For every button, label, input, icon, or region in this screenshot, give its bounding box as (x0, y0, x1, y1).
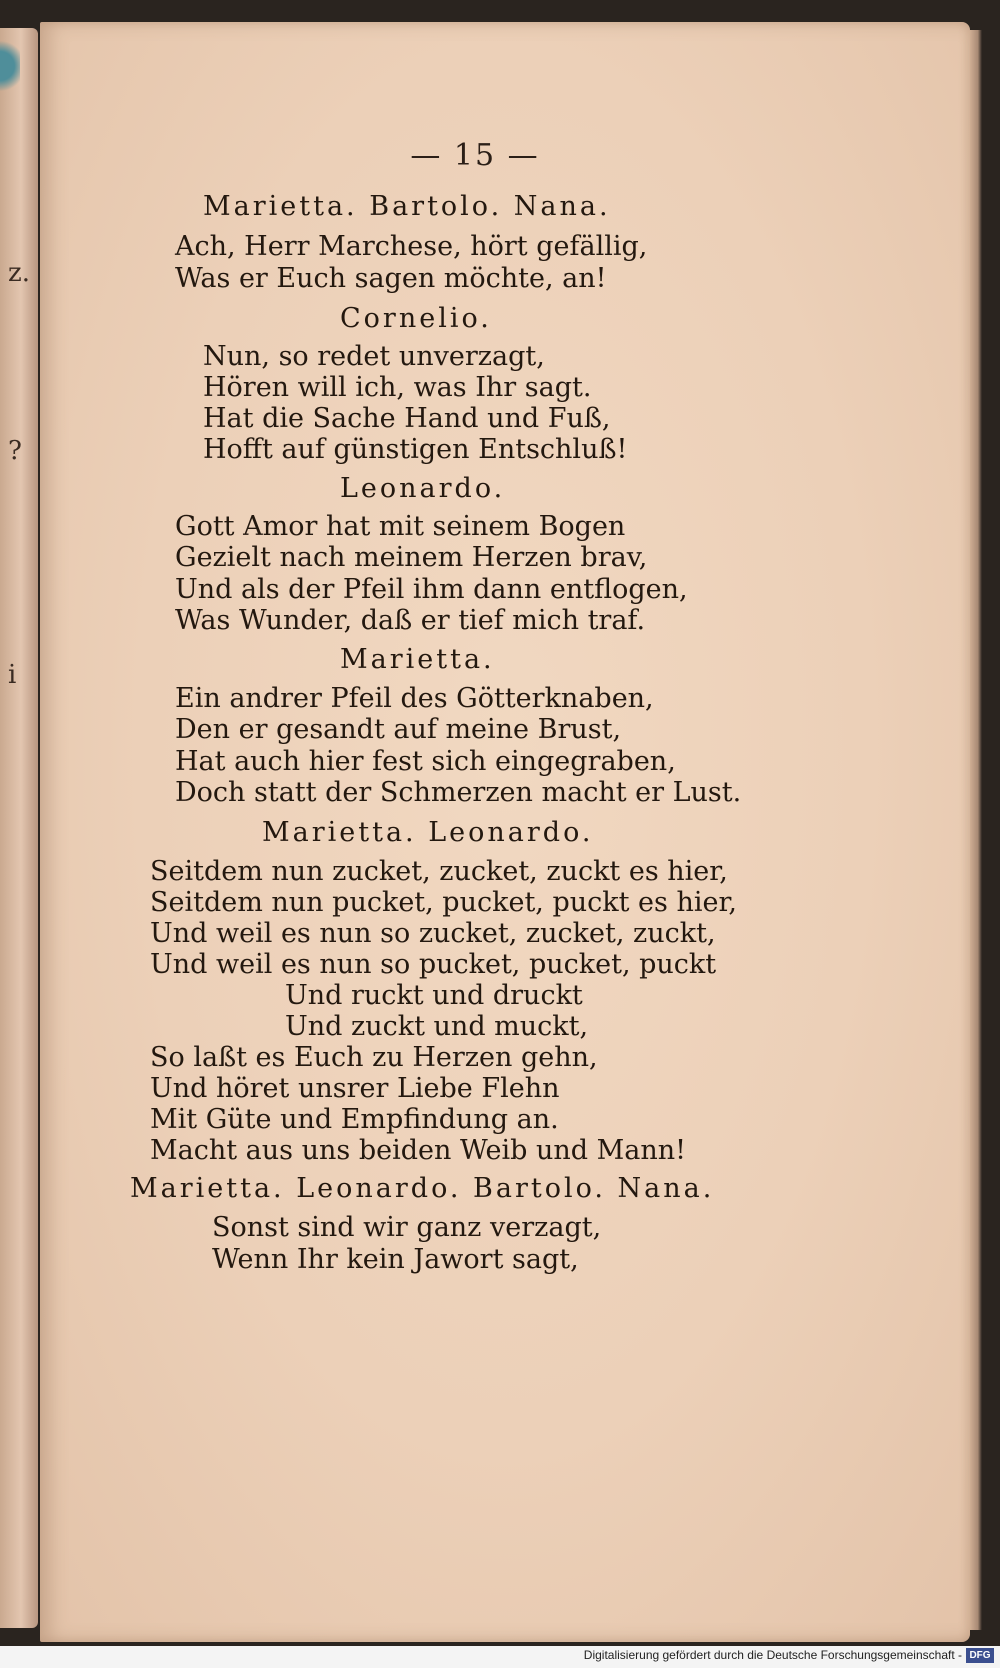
speaker-line: Marietta. Bartolo. Nana. (203, 191, 611, 222)
speaker-line: Leonardo. (340, 473, 506, 504)
verse-line: Und weil es nun so pucket, pucket, puckt (150, 949, 717, 980)
verse-line: Und ruckt und druckt (285, 980, 583, 1011)
verse-line: Und als der Pfeil ihm dann entflogen, (175, 574, 688, 605)
verse-line: Macht aus uns beiden Weib und Mann! (150, 1135, 687, 1166)
verse-line: Hören will ich, was Ihr sagt. (203, 372, 592, 403)
verse-line: Und höret unsrer Liebe Flehn (150, 1073, 560, 1104)
verse-line: Ein andrer Pfeil des Götterknaben, (175, 683, 654, 714)
verse-line: Mit Güte und Empfindung an. (150, 1104, 559, 1135)
right-page-edge (968, 30, 982, 1630)
page-number: — 15 — (410, 138, 540, 173)
verse-line: Doch statt der Schmerzen macht er Lust. (175, 777, 742, 808)
verse-line: Sonst sind wir ganz verzagt, (212, 1212, 602, 1243)
left-page-mark-3: i (8, 660, 17, 690)
verse-line: Und zuckt und muckt, (285, 1011, 589, 1042)
speaker-line: Marietta. Leonardo. Bartolo. Nana. (130, 1173, 715, 1204)
verse-line: Den er gesandt auf meine Brust, (175, 714, 622, 745)
verse-line: Gezielt nach meinem Herzen brav, (175, 542, 648, 573)
verse-line: Wenn Ihr kein Jawort sagt, (212, 1244, 579, 1275)
left-page-stain (0, 36, 20, 96)
book-page (40, 22, 970, 1642)
speaker-line: Marietta. Leonardo. (262, 817, 594, 848)
verse-line: Hat die Sache Hand und Fuß, (203, 403, 611, 434)
left-page-mark-1: z. (8, 258, 30, 288)
verse-line: Und weil es nun so zucket, zucket, zuckt, (150, 918, 716, 949)
speaker-line: Cornelio. (340, 303, 492, 334)
verse-line: Was Wunder, daß er tief mich traf. (175, 605, 646, 636)
verse-line: Nun, so redet unverzagt, (203, 341, 545, 372)
verse-line: Seitdem nun zucket, zucket, zuckt es hier, (150, 856, 728, 887)
text-block (40, 22, 970, 1642)
verse-line: Seitdem nun pucket, pucket, puckt es hier, (150, 887, 737, 918)
verse-line: So laßt es Euch zu Herzen gehn, (150, 1042, 598, 1073)
verse-line: Was er Euch sagen möchte, an! (175, 263, 607, 294)
dfg-logo: DFG (966, 1648, 994, 1663)
verse-line: Ach, Herr Marchese, hört gefällig, (175, 231, 648, 262)
verse-line: Gott Amor hat mit seinem Bogen (175, 511, 626, 542)
verse-line: Hat auch hier fest sich eingegraben, (175, 746, 676, 777)
left-page-mark-2: ? (8, 436, 22, 466)
footer-credit: Digitalisierung gefördert durch die Deutsche Forschungsgemeinschaft - (583, 1648, 962, 1662)
speaker-line: Marietta. (340, 644, 495, 675)
verse-line: Hofft auf günstigen Entschluß! (203, 434, 628, 465)
